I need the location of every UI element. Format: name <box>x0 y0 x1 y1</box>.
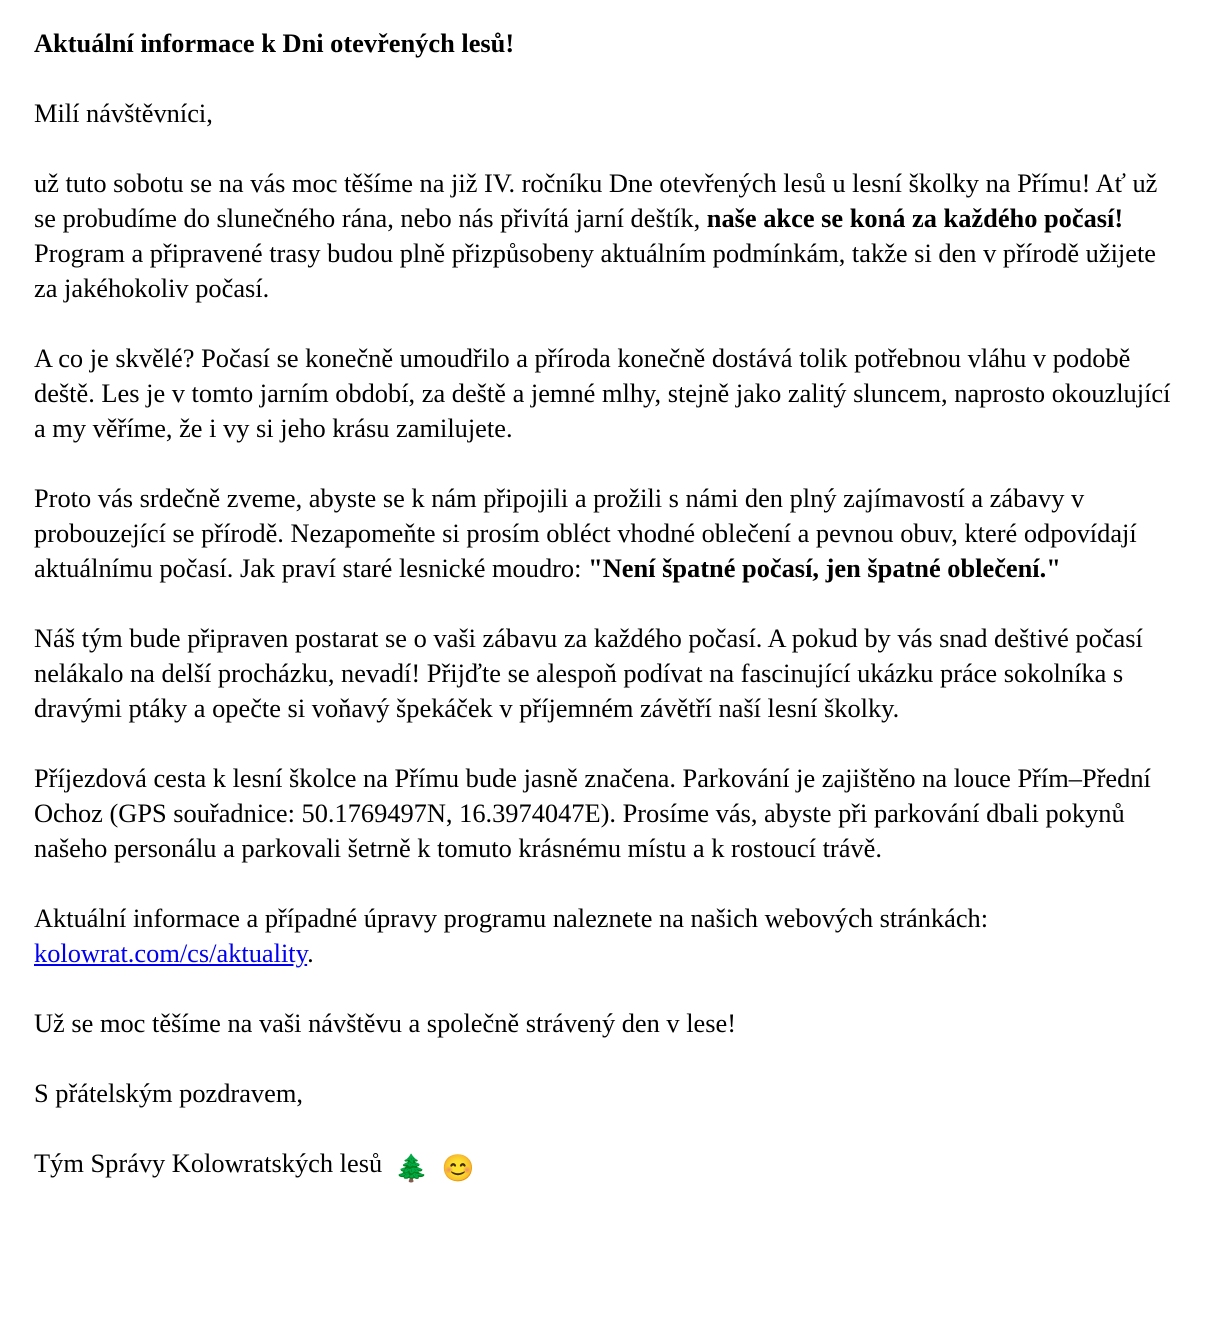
closing: S přátelským pozdravem, <box>34 1078 303 1108</box>
paragraph-intro: už tuto sobotu se na vás moc těšíme na již IV. ročníku Dne otevřených lesů u lesní školky na Přímu! Ať už se probudíme do slunečného rána, nebo nás přivítá jarní deštík, naše akce se koná za každého počasí! Program a připravené trasy budou plně přizpůsobeny aktuálním podmínkám, takže si den v přírodě užijete za jakéhokoliv počasí. <box>34 168 1158 303</box>
evergreen-tree-icon: 🌲 <box>395 1153 429 1183</box>
forestry-saying: "Není špatné počasí, jen špatné oblečení." <box>588 553 1061 583</box>
updates-link[interactable]: kolowrat.com/cs/aktuality <box>34 938 308 968</box>
paragraph-weather: A co je skvělé? Počasí se konečně umoudřilo a příroda konečně dostává tolik potřebnou vláhu v podobě deště. Les je v tomto jarním období, za deště a jemné mlhy, stejně jako zalitý sluncem, naprosto okouzlující a my věříme, že i vy si jeho krásu zamilujete. <box>34 343 1171 443</box>
paragraph-parking: Příjezdová cesta k lesní školce na Přímu bude jasně značena. Parkování je zajištěno na louce Přím–Přední Ochoz (GPS souřadnice: 50.1769497N, 16.3974047E). Prosíme vás, abyste při parkování dbali pokynů našeho personálu a parkovali šetrně k tomuto krásnému místu a k rostoucí trávě. <box>34 763 1151 863</box>
paragraph-invitation: Proto vás srdečně zveme, abyste se k nám připojili a prožili s námi den plný zajímavostí a zábavy v probouzející se přírodě. Nezapomeňte si prosím obléct vhodné oblečení a pevnou obuv, které odpovídají aktuálnímu počasí. Jak praví staré lesnické moudro: "Není špatné počasí, jen špatné oblečení." <box>34 483 1137 583</box>
email-title: Aktuální informace k Dni otevřených lesů! <box>34 28 515 58</box>
weather-notice: naše akce se koná za každého počasí! <box>706 203 1124 233</box>
greeting: Milí návštěvníci, <box>34 98 213 128</box>
paragraph-looking-forward: Už se moc těšíme na vaši návštěvu a společně strávený den v lese! <box>34 1008 737 1038</box>
paragraph-updates: Aktuální informace a případné úpravy programu naleznete na našich webových stránkách: kolowrat.com/cs/aktuality. <box>34 903 989 968</box>
smiling-face-icon: 😊 <box>441 1153 475 1183</box>
paragraph-program: Náš tým bude připraven postarat se o vaši zábavu za každého počasí. A pokud by vás snad deštivé počasí nelákalo na delší procházku, nevadí! Přijďte se alespoň podívat na fascinující ukázku práce sokolníka s dravými ptáky a opečte si voňavý špekáček v příjemném závětří naší lesní školky. <box>34 623 1143 723</box>
signature: Tým Správy Kolowratských lesů 🌲 😊 <box>34 1146 1184 1186</box>
email-body <box>34 26 1184 1186</box>
